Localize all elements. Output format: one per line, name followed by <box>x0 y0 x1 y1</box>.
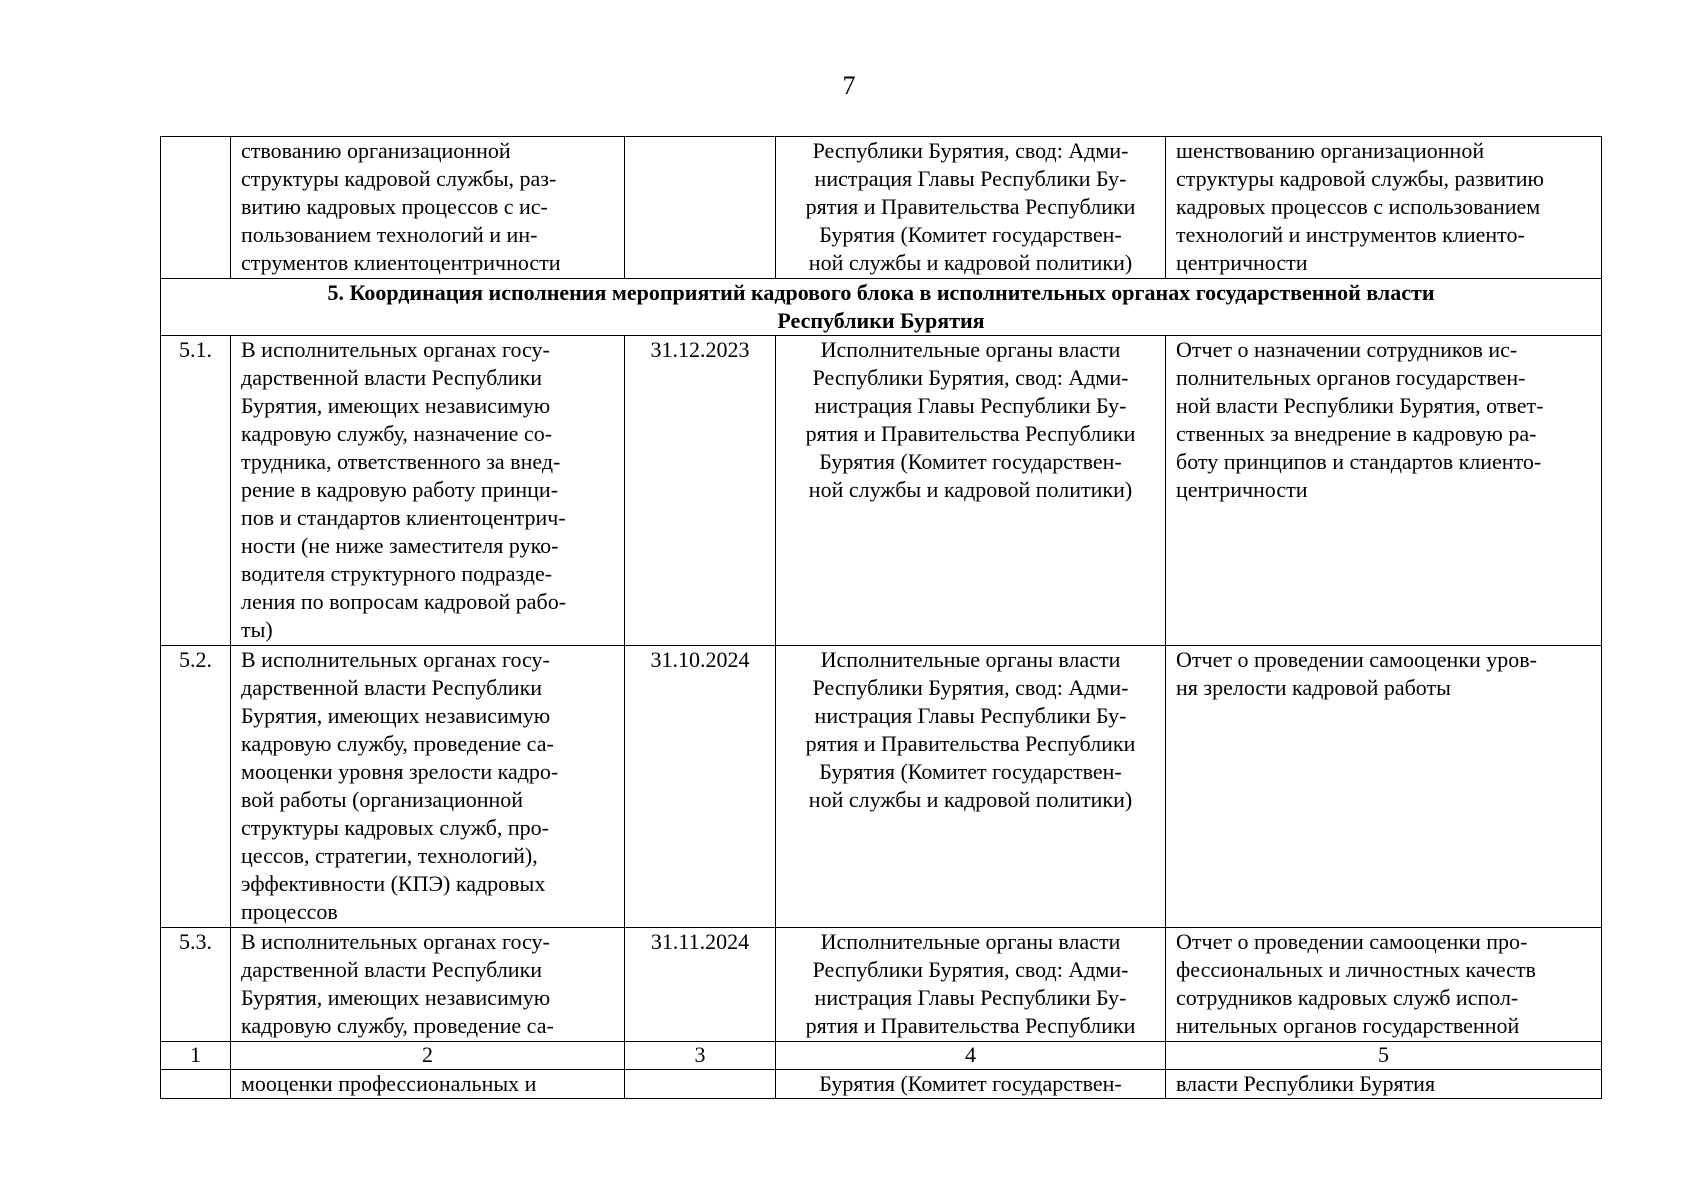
cell-number: 5.3. <box>161 928 231 1042</box>
table-row-5-1 <box>161 336 1602 646</box>
cell-deadline: 31.11.2024 <box>625 928 776 1042</box>
section-heading-row <box>161 279 1602 336</box>
column-number: 5 <box>1166 1042 1602 1070</box>
cell-responsible: Бурятия (Комитет государствен- <box>776 1070 1166 1099</box>
page-number: 7 <box>842 71 856 100</box>
table-row-5-2 <box>161 646 1602 928</box>
column-number: 1 <box>161 1042 231 1070</box>
cell-activity: мооценки профессиональных и <box>231 1070 625 1099</box>
cell-number: 5.2. <box>161 646 231 928</box>
cell-responsible: Исполнительные органы власти Республики Бурятия, свод: Адми- нистрация Главы Республики Бу- рятия и Правительства Республики Бурятия (Комитет государствен- ной службы и кадровой политики) <box>776 336 1166 646</box>
column-number: 2 <box>231 1042 625 1070</box>
cell-result: шенствованию организационной структуры кадровой службы, развитию кадровых процессов с использованием технологий и инструментов клиенто- центричности <box>1166 137 1602 279</box>
cell-responsible: Исполнительные органы власти Республики Бурятия, свод: Адми- нистрация Главы Республики Бу- рятия и Правительства Республики Бурятия (Комитет государствен- ной службы и кадровой политики) <box>776 646 1166 928</box>
column-numbers-row <box>161 1042 1602 1070</box>
cell-number <box>161 1070 231 1099</box>
cell-result: Отчет о проведении самооценки уров- ня зрелости кадровой работы <box>1166 646 1602 928</box>
cell-deadline <box>625 137 776 279</box>
cell-result: Отчет о назначении сотрудников ис- полнительных органов государствен- ной власти Республики Бурятия, ответ- ственных за внедрение в кадровую ра- боту принципов и стандартов клиенто- центричности <box>1166 336 1602 646</box>
section-heading: 5. Координация исполнения мероприятий кадрового блока в исполнительных органах государственной власти Республики Бурятия <box>161 279 1602 336</box>
table-row-continued <box>161 137 1602 279</box>
cell-result: власти Республики Бурятия <box>1166 1070 1602 1099</box>
cell-activity: В исполнительных органах госу- дарственной власти Республики Бурятия, имеющих независимую кадровую службу, назначение со- трудника, ответственного за внед- рение в кадровую работу принци- пов и стандартов клиентоцентрич- ности (не ниже заместителя руко- водителя структурного подразде- ления по вопросам кадровой рабо- ты) <box>231 336 625 646</box>
action-plan-table <box>160 136 1602 1099</box>
cell-responsible: Республики Бурятия, свод: Адми- нистрация Главы Республики Бу- рятия и Правительства Республики Бурятия (Комитет государствен- ной службы и кадровой политики) <box>776 137 1166 279</box>
cell-activity: ствованию организационной структуры кадровой службы, раз- витию кадровых процессов с ис- пользованием технологий и ин- струментов клиентоцентричности <box>231 137 625 279</box>
cell-activity: В исполнительных органах госу- дарственной власти Республики Бурятия, имеющих независимую кадровую службу, проведение са- мооценки уровня зрелости кадро- вой работы (организационной структуры кадровых служб, про- цессов, стратегии, технологий), эффективности (КПЭ) кадровых процессов <box>231 646 625 928</box>
cell-activity: В исполнительных органах госу- дарственной власти Республики Бурятия, имеющих независимую кадровую службу, проведение са- <box>231 928 625 1042</box>
cell-deadline: 31.10.2024 <box>625 646 776 928</box>
table-row-tail <box>161 1070 1602 1099</box>
column-number: 3 <box>625 1042 776 1070</box>
cell-deadline <box>625 1070 776 1099</box>
table-row-5-3 <box>161 928 1602 1042</box>
cell-responsible: Исполнительные органы власти Республики Бурятия, свод: Адми- нистрация Главы Республики Бу- рятия и Правительства Республики <box>776 928 1166 1042</box>
cell-deadline: 31.12.2023 <box>625 336 776 646</box>
cell-number <box>161 137 231 279</box>
cell-result: Отчет о проведении самооценки про- фессиональных и личностных качеств сотрудников кадровых служб испол- нительных органов государственной <box>1166 928 1602 1042</box>
column-number: 4 <box>776 1042 1166 1070</box>
cell-number: 5.1. <box>161 336 231 646</box>
